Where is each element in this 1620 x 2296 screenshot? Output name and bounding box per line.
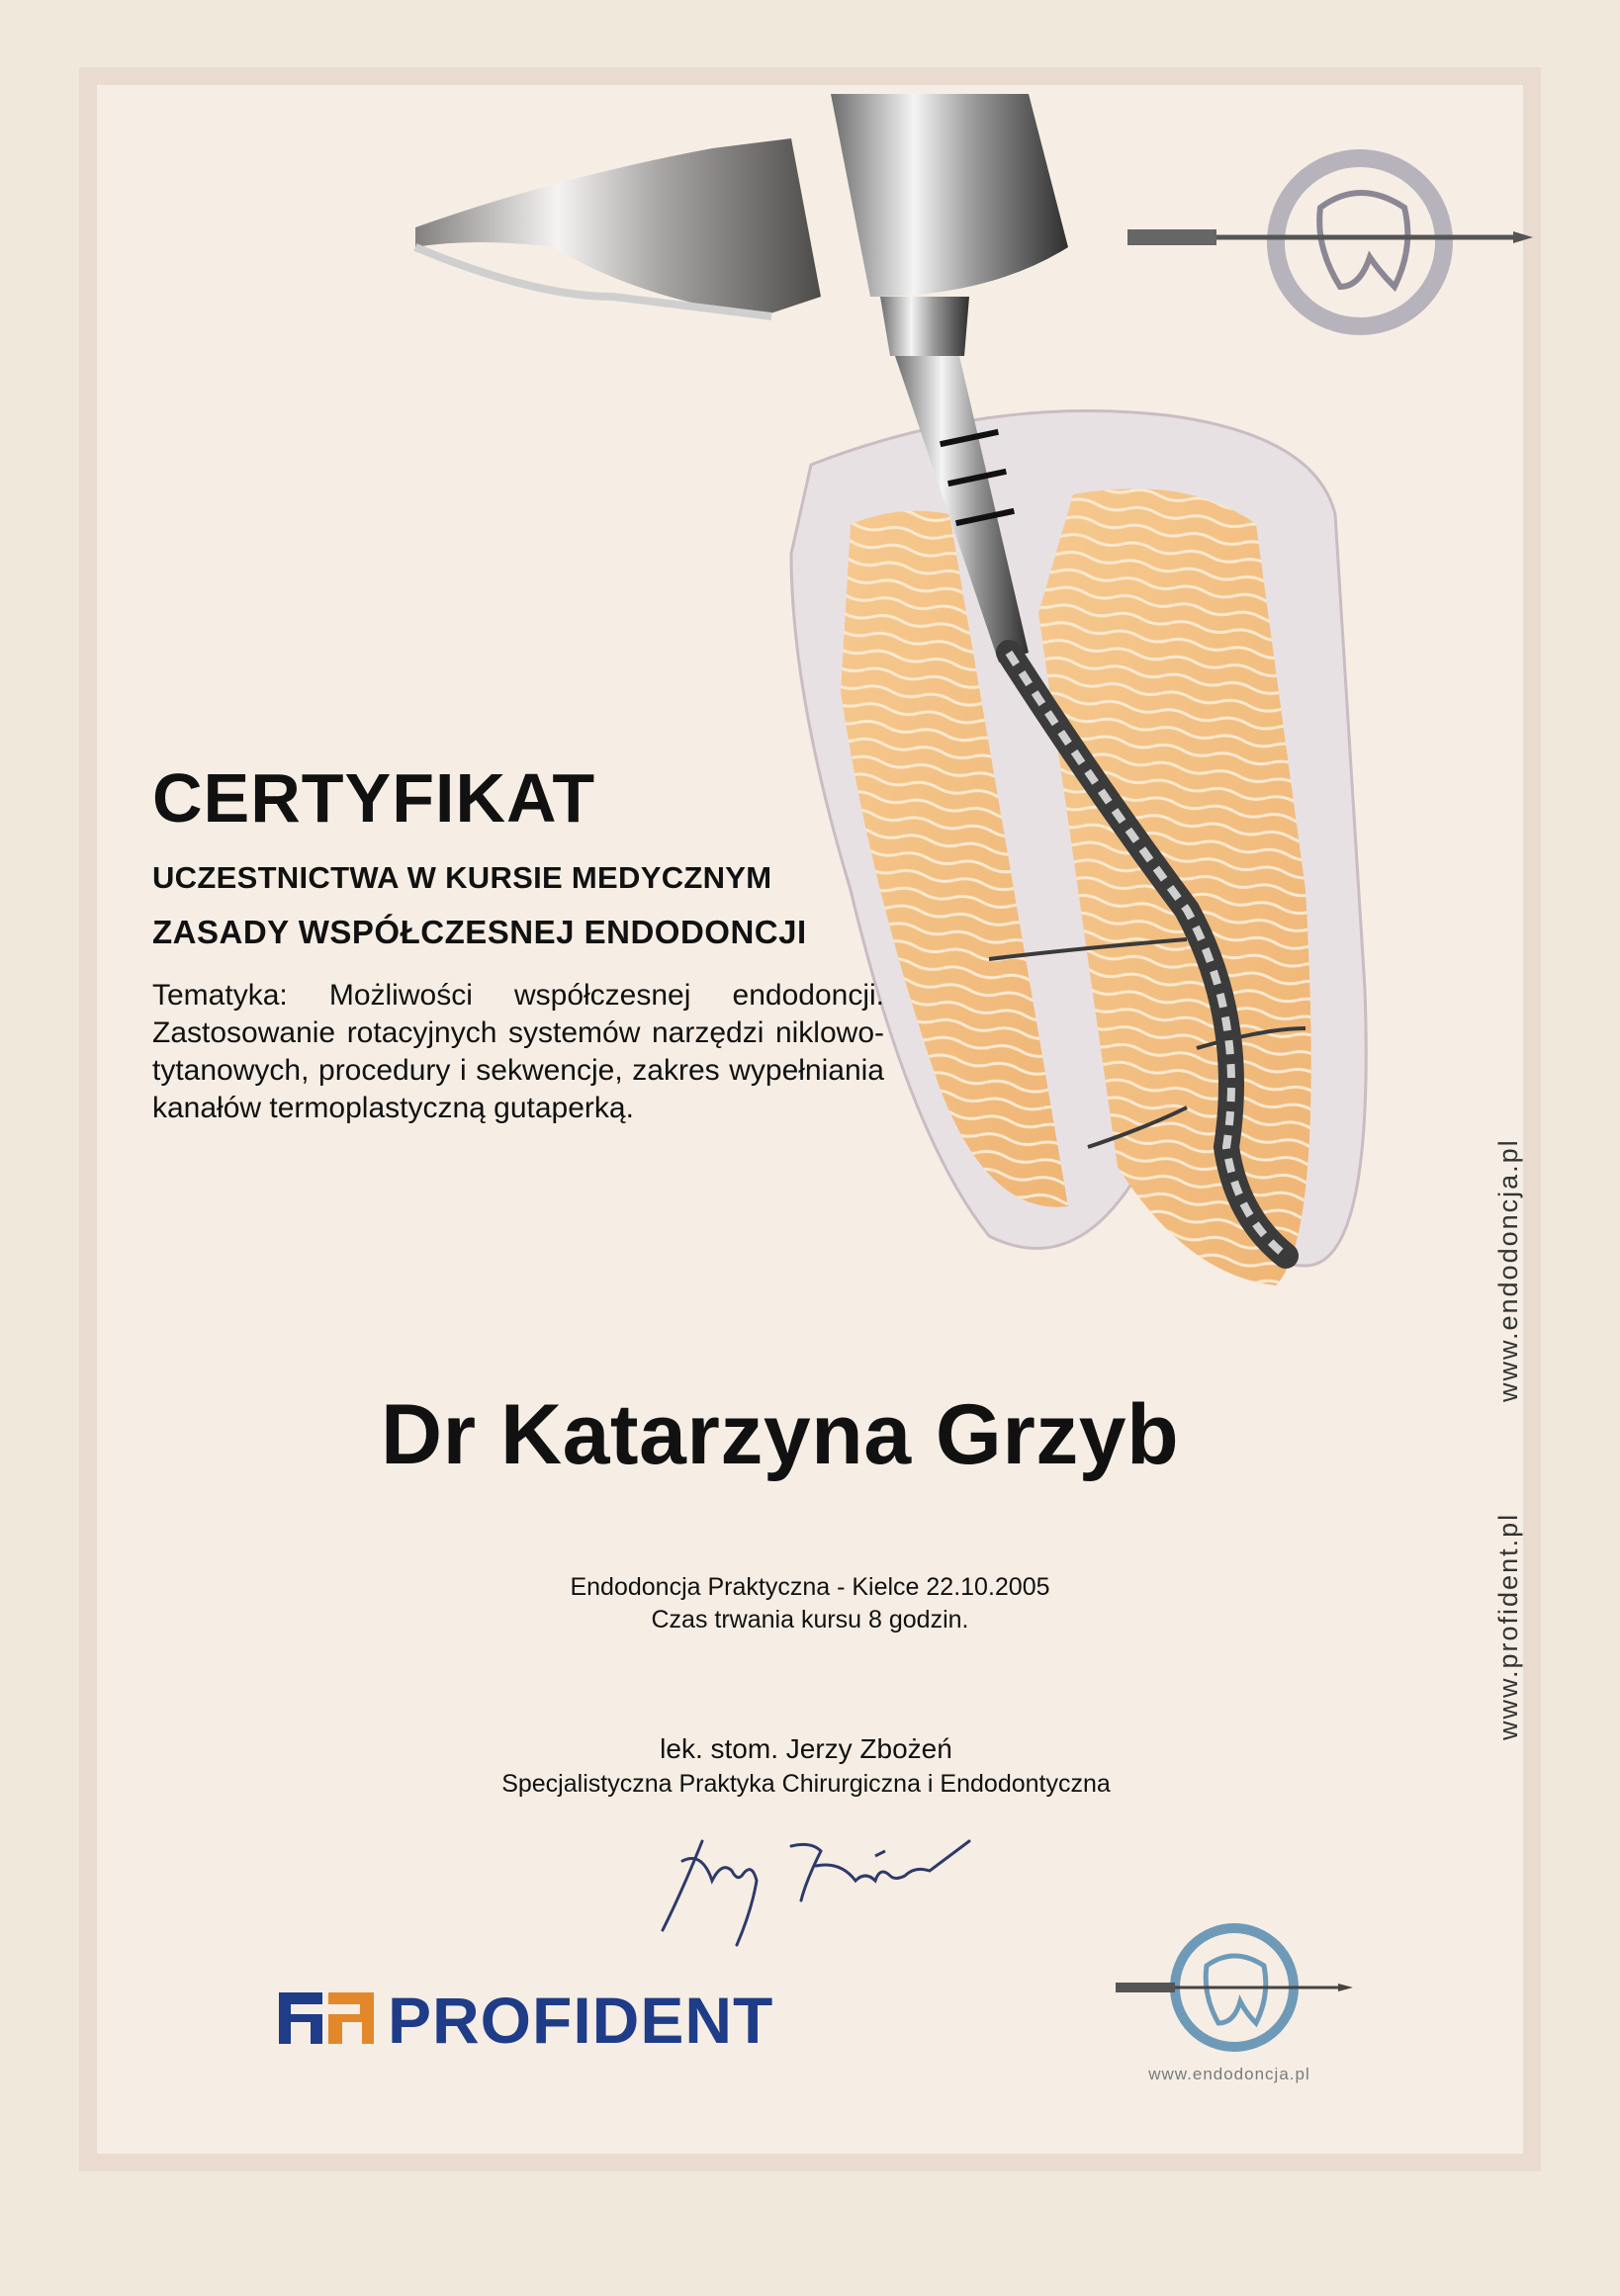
signer-title: Specjalistyczna Praktyka Chirurgiczna i Endodontyczna [501, 1770, 1111, 1798]
endodoncja-logo-icon [1116, 1916, 1353, 2065]
course-location-date: Endodoncja Praktyczna - Kielce 22.10.2005 [570, 1573, 1050, 1601]
tooth-logo-icon [1118, 138, 1533, 366]
profident-wordmark: PROFIDENT [388, 1984, 774, 2057]
certificate-subtitle-participation: UCZESTNICTWA W KURSIE MEDYCZNYM [152, 860, 772, 895]
course-description: Tematyka: Możliwości współczesnej endodoncji. Zastosowanie rotacyjnych systemów narzędzi niklowo-tytanowych, procedury i sekwencje, zakres wypełniania kanałów termoplastyczną gutaperką. [152, 979, 884, 1124]
profident-logo-icon [279, 1992, 374, 2044]
certificate-title: CERTYFIKAT [152, 759, 596, 837]
signature [643, 1821, 1019, 1950]
footer-endodoncja-url: www.endodoncja.pl [1148, 2065, 1310, 2083]
side-url-endodoncja: www.endodoncja.pl [1493, 1138, 1523, 1402]
signer-name: lek. stom. Jerzy Zbożeń [660, 1733, 952, 1764]
course-duration: Czas trwania kursu 8 godzin. [651, 1606, 969, 1634]
recipient-name: Dr Katarzyna Grzyb [381, 1387, 1180, 1482]
side-url-profident: www.profident.pl [1493, 1512, 1523, 1740]
certificate-subtitle-course: ZASADY WSPÓŁCZESNEJ ENDODONCJI [152, 914, 807, 950]
